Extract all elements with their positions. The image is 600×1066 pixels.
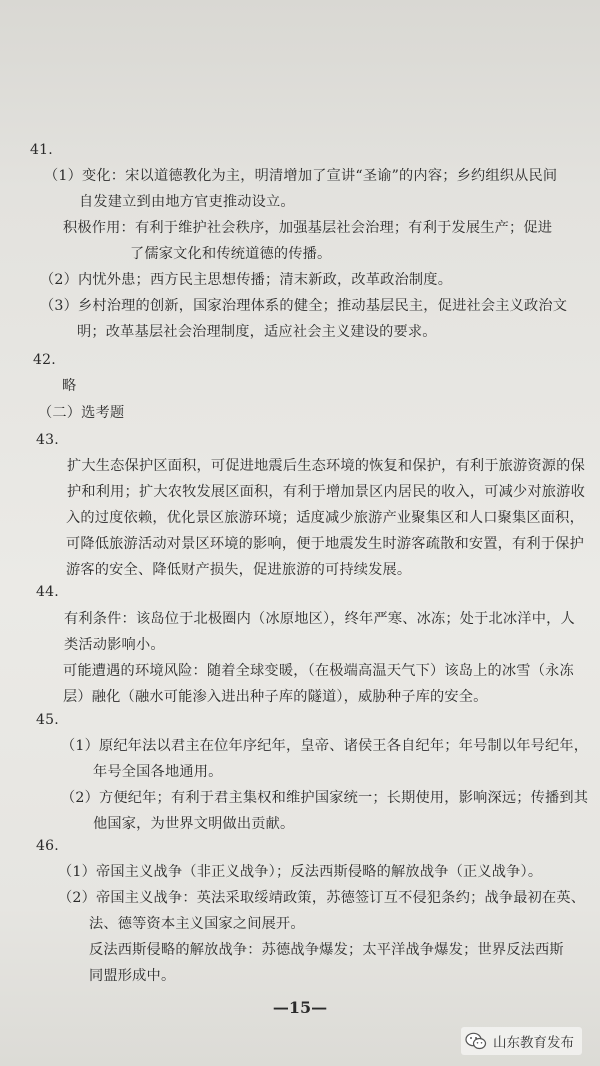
q44-line1: 有利条件：该岛位于北极圈内（冰原地区），终年严寒、冰冻；处于北冰洋中，人 [64,611,575,627]
q43-line3: 入的过度依赖，优化景区旅游环境；适度减少旅游产业聚集区和人口聚集区面积， [66,510,584,526]
q44-line2: 类活动影响小。 [64,637,165,653]
q41-number: 41. [30,142,53,158]
q42-number: 42. [33,352,56,368]
q41-part2: （2）内忧外患；西方民主思想传播；清末新政，改革政治制度。 [40,272,453,288]
q44-line4: 层）融化（融水可能渗入进出种子库的隧道），威胁种子库的安全。 [63,689,488,705]
q44-number: 44. [36,584,59,600]
q43-line2: 护和利用；扩大农牧发展区面积，有利于增加景区内居民的收入，可减少对旅游收 [67,484,585,500]
q41-part3-line1: （3）乡村治理的创新，国家治理体系的健全；推动基层民主，促进社会主义政治文 [40,298,568,314]
watermark [461,1027,582,1055]
q46-part1: （1）帝国主义战争（非正义战争）；反法西斯侵略的解放战争（正义战争）。 [58,864,543,880]
q46-number: 46. [36,838,59,854]
q46-part2-line2: 法、德等资本主义国家之间展开。 [89,916,305,932]
q46-part2-line3: 反法西斯侵略的解放战争：苏德战争爆发；太平洋战争爆发；世界反法西斯 [89,942,564,958]
q43-line4: 可降低旅游活动对景区环境的影响，便于地震发生时游客疏散和安置，有利于保护 [66,536,584,552]
section-elective-heading: （二）选考题 [38,405,125,421]
q43-number: 43. [36,432,59,448]
q45-part2-line1: （2）方便纪年；有利于君主集权和维护国家统一；长期使用，影响深远；传播到其 [61,790,589,806]
q43-line5: 游客的安全、降低财产损失，促进旅游的可持续发展。 [66,562,412,578]
q41-part1-line2: 自发建立到由地方官吏推动设立。 [79,194,295,210]
q41-part1-line4: 了儒家文化和传统道德的传播。 [130,246,332,262]
q44-line3: 可能遭遇的环境风险：随着全球变暖，（在极端高温天气下）该岛上的冰雪（永冻 [63,663,574,679]
q45-part1-line2: 年号全国各地通用。 [93,764,223,780]
watermark-text: 山东教育发布 [493,1035,574,1051]
q41-part3-line2: 明；改革基层社会治理制度，适应社会主义建设的要求。 [77,324,437,340]
page-number: —15— [272,998,328,1017]
q41-part1-line3: 积极作用：有利于维护社会秩序，加强基层社会治理；有利于发展生产；促进 [63,220,553,236]
q45-part1-line1: （1）原纪年法以君主在位年序纪年，皇帝、诸侯王各自纪年；年号制以年号纪年， [61,738,589,754]
q41-part1-line1: （1）变化：宋以道德教化为主，明清增加了宣讲“圣谕”的内容；乡约组织从民间 [44,168,558,184]
q45-part2-line2: 他国家，为世界文明做出贡献。 [93,816,295,832]
wechat-icon [465,1032,487,1050]
q43-line1: 扩大生态保护区面积，可促进地震后生态环境的恢复和保护，有利于旅游资源的保 [67,458,585,474]
q42-answer: 略 [62,378,77,394]
q45-number: 45. [36,712,59,728]
q46-part2-line1: （2）帝国主义战争：英法采取绥靖政策，苏德签订互不侵犯条约；战争最初在英、 [58,890,586,906]
q46-part2-line4: 同盟形成中。 [89,968,176,984]
